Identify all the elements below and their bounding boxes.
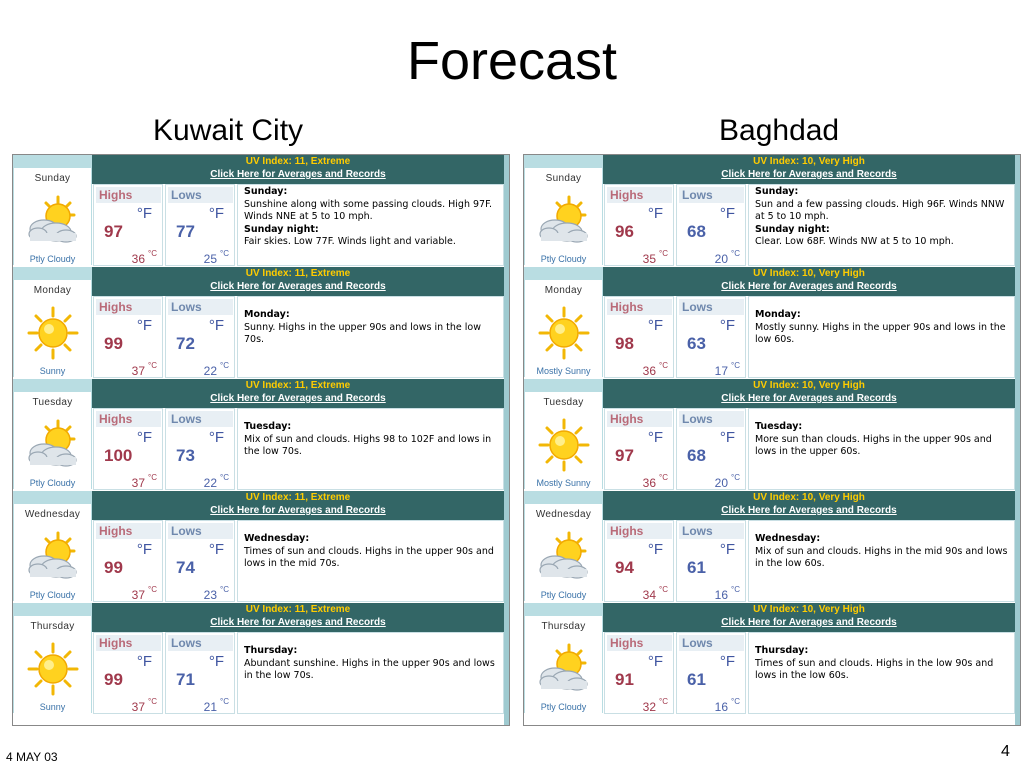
highs-label: Highs [96,187,161,203]
forecast-panel-baghdad [523,154,1021,726]
lows-label: Lows [679,411,744,427]
fahrenheit-unit: °F [647,205,663,222]
forecast-description [748,520,1015,602]
uv-index-text: UV Index: 10, Very High [753,268,865,279]
high-c-value: 34 [642,588,656,602]
highs-box [93,632,163,714]
fahrenheit-unit: °F [647,429,663,446]
description-night-heading: Sunday night: [755,223,830,235]
forecast-day-row [13,491,504,603]
day-column [524,155,603,265]
low-c-value: 23 [203,588,217,602]
forecast-day-row [13,603,504,715]
description-heading: Sunday: [755,186,799,197]
celsius-unit: °C [731,585,740,594]
low-f-value: 68 [687,446,706,465]
averages-records-link[interactable]: Click Here for Averages and Records [210,169,386,180]
uv-header-band [603,267,1015,296]
celsius-unit: °C [220,473,229,482]
fahrenheit-unit: °F [647,653,663,670]
celsius-unit: °C [659,473,668,482]
high-c-value: 36 [131,252,145,266]
day-name: Thursday [14,616,91,637]
fahrenheit-unit: °F [719,429,735,446]
fahrenheit-unit: °F [719,541,735,558]
slide-page-number: 4 [1001,743,1010,760]
highs-label: Highs [607,187,672,203]
lows-box [165,520,235,602]
fahrenheit-unit: °F [136,205,152,222]
low-f-value: 73 [176,446,195,465]
uv-index-text: UV Index: 11, Extreme [245,492,351,503]
lows-box [676,184,746,266]
uv-header-band [603,155,1015,184]
highs-label: Highs [607,635,672,651]
day-column [13,379,92,489]
high-c-value: 36 [642,364,656,378]
slide-date: 4 MAY 03 [6,750,58,764]
sunny-icon [525,301,602,366]
day-name: Wednesday [525,504,602,525]
condition-label: Mostly Sunny [525,366,602,377]
condition-label: Ptly Cloudy [14,254,91,265]
description-heading: Thursday: [244,645,298,656]
uv-header-band [92,155,504,184]
averages-records-link[interactable]: Click Here for Averages and Records [721,617,897,628]
uv-header-band [92,491,504,520]
description-text: Abundant sunshine. Highs in the upper 90s and lows in the low 70s. [244,657,495,681]
fahrenheit-unit: °F [208,653,224,670]
condition-label: Mostly Sunny [525,478,602,489]
celsius-unit: °C [220,697,229,706]
forecast-day-row [524,491,1015,603]
description-heading: Monday: [755,309,801,320]
description-heading: Thursday: [755,645,809,656]
description-text: Mix of sun and clouds. Highs in the mid 90s and lows in the low 60s. [755,545,1008,569]
forecast-description [748,408,1015,490]
forecast-description [237,632,504,714]
lows-box [676,296,746,378]
lows-label: Lows [168,411,233,427]
high-f-value: 98 [615,334,634,353]
highs-label: Highs [96,523,161,539]
lows-label: Lows [168,187,233,203]
highs-box [604,520,674,602]
forecast-description [237,520,504,602]
lows-label: Lows [679,635,744,651]
highs-box [604,632,674,714]
description-heading: Sunday: [244,186,288,197]
low-c-value: 20 [714,476,728,490]
lows-label: Lows [679,523,744,539]
highs-box [93,408,163,490]
description-night-heading: Sunday night: [244,223,319,235]
celsius-unit: °C [659,361,668,370]
high-c-value: 32 [642,700,656,714]
forecast-panel-kuwait [12,154,510,726]
uv-index-text: UV Index: 10, Very High [753,156,865,167]
highs-label: Highs [96,411,161,427]
day-name: Monday [525,280,602,301]
high-c-value: 37 [131,364,145,378]
day-column [13,603,92,713]
description-text: Sun and a few passing clouds. High 96F. Winds NNW at 5 to 10 mph. [755,198,1005,222]
uv-header-band [603,491,1015,520]
low-c-value: 16 [714,700,728,714]
fahrenheit-unit: °F [136,317,152,334]
description-text: Times of sun and clouds. Highs in the low 90s and lows in the low 60s. [755,657,994,681]
day-name: Monday [14,280,91,301]
condition-label: Ptly Cloudy [525,702,602,713]
partly-cloudy-icon [525,189,602,254]
description-night-text: Fair skies. Low 77F. Winds light and variable. [244,236,456,247]
forecast-day-row [13,155,504,267]
uv-header-band [92,267,504,296]
city-title-baghdad: Baghdad [719,114,840,147]
celsius-unit: °C [220,585,229,594]
highs-box [604,184,674,266]
fahrenheit-unit: °F [647,541,663,558]
high-f-value: 99 [104,334,123,353]
uv-header-band [92,603,504,632]
description-heading: Tuesday: [244,421,292,432]
partly-cloudy-icon [525,525,602,590]
uv-index-text: UV Index: 10, Very High [753,492,865,503]
forecast-day-row [524,603,1015,715]
high-f-value: 94 [615,558,634,577]
low-f-value: 77 [176,222,195,241]
celsius-unit: °C [148,473,157,482]
description-text: More sun than clouds. Highs in the upper 90s and lows in the upper 60s. [755,433,992,457]
forecast-description [748,632,1015,714]
condition-label: Sunny [14,702,91,713]
celsius-unit: °C [148,585,157,594]
uv-index-text: UV Index: 11, Extreme [245,268,351,279]
lows-box [165,184,235,266]
day-column [13,155,92,265]
condition-label: Ptly Cloudy [14,478,91,489]
description-text: Mix of sun and clouds. Highs 98 to 102F and lows in the low 70s. [244,433,492,457]
partly-cloudy-icon [525,637,602,702]
high-c-value: 35 [642,252,656,266]
averages-records-link[interactable]: Click Here for Averages and Records [210,393,386,404]
fahrenheit-unit: °F [136,653,152,670]
highs-box [93,520,163,602]
forecast-day-row [13,379,504,491]
day-column [524,491,603,601]
uv-index-text: UV Index: 11, Extreme [245,604,351,615]
low-c-value: 20 [714,252,728,266]
low-f-value: 68 [687,222,706,241]
description-heading: Monday: [244,309,290,320]
highs-box [93,184,163,266]
high-f-value: 97 [615,446,634,465]
fahrenheit-unit: °F [208,317,224,334]
celsius-unit: °C [659,249,668,258]
low-c-value: 17 [714,364,728,378]
averages-records-link[interactable]: Click Here for Averages and Records [210,617,386,628]
forecast-description [237,184,504,266]
low-c-value: 22 [203,364,217,378]
uv-index-text: UV Index: 11, Extreme [245,156,351,167]
forecast-description [748,296,1015,378]
low-c-value: 25 [203,252,217,266]
city-title-kuwait: Kuwait City [153,114,304,147]
high-c-value: 37 [131,588,145,602]
partly-cloudy-icon [14,189,91,254]
celsius-unit: °C [148,697,157,706]
averages-records-link[interactable]: Click Here for Averages and Records [210,281,386,292]
lows-box [165,632,235,714]
averages-records-link[interactable]: Click Here for Averages and Records [721,169,897,180]
celsius-unit: °C [148,361,157,370]
high-c-value: 37 [131,476,145,490]
forecast-day-row [524,379,1015,491]
celsius-unit: °C [659,697,668,706]
high-f-value: 96 [615,222,634,241]
averages-records-link[interactable]: Click Here for Averages and Records [210,505,386,516]
fahrenheit-unit: °F [208,541,224,558]
day-column [13,491,92,601]
celsius-unit: °C [659,585,668,594]
highs-label: Highs [607,523,672,539]
high-f-value: 100 [104,446,133,465]
day-name: Wednesday [14,504,91,525]
highs-label: Highs [607,411,672,427]
day-column [524,603,603,713]
forecast-day-row [13,267,504,379]
forecast-day-row [524,155,1015,267]
lows-label: Lows [168,635,233,651]
celsius-unit: °C [220,361,229,370]
lows-label: Lows [168,523,233,539]
low-f-value: 71 [176,670,195,689]
uv-index-text: UV Index: 10, Very High [753,380,865,391]
uv-header-band [603,603,1015,632]
description-text: Times of sun and clouds. Highs in the upper 90s and lows in the mid 70s. [244,545,494,569]
day-name: Tuesday [525,392,602,413]
slide-title: Forecast [406,31,618,91]
fahrenheit-unit: °F [208,429,224,446]
lows-box [165,296,235,378]
forecast-description [748,184,1015,266]
partly-cloudy-icon [14,525,91,590]
celsius-unit: °C [731,361,740,370]
low-f-value: 61 [687,670,706,689]
condition-label: Sunny [14,366,91,377]
highs-label: Highs [607,299,672,315]
uv-header-band [603,379,1015,408]
forecast-day-row [524,267,1015,379]
day-column [524,379,603,489]
uv-header-band [92,379,504,408]
fahrenheit-unit: °F [719,653,735,670]
condition-label: Ptly Cloudy [525,254,602,265]
sunny-icon [14,301,91,366]
high-f-value: 99 [104,558,123,577]
description-night-text: Clear. Low 68F. Winds NW at 5 to 10 mph. [755,236,954,247]
uv-index-text: UV Index: 10, Very High [753,604,865,615]
description-heading: Tuesday: [755,421,803,432]
lows-box [165,408,235,490]
low-c-value: 22 [203,476,217,490]
lows-label: Lows [679,187,744,203]
high-f-value: 91 [615,670,634,689]
description-text: Mostly sunny. Highs in the upper 90s and lows in the low 60s. [755,321,1006,345]
celsius-unit: °C [731,473,740,482]
forecast-description [237,296,504,378]
low-c-value: 16 [714,588,728,602]
low-f-value: 61 [687,558,706,577]
low-f-value: 72 [176,334,195,353]
partly-cloudy-icon [14,413,91,478]
fahrenheit-unit: °F [719,205,735,222]
highs-box [93,296,163,378]
fahrenheit-unit: °F [647,317,663,334]
highs-box [604,296,674,378]
fahrenheit-unit: °F [136,429,152,446]
fahrenheit-unit: °F [719,317,735,334]
day-name: Sunday [525,168,602,189]
sunny-icon [14,637,91,702]
averages-records-link[interactable]: Click Here for Averages and Records [721,393,897,404]
day-column [524,267,603,377]
lows-box [676,520,746,602]
sunny-icon [525,413,602,478]
lows-label: Lows [168,299,233,315]
day-column [13,267,92,377]
lows-box [676,408,746,490]
celsius-unit: °C [731,697,740,706]
high-c-value: 37 [131,700,145,714]
condition-label: Ptly Cloudy [525,590,602,601]
lows-label: Lows [679,299,744,315]
day-name: Sunday [14,168,91,189]
fahrenheit-unit: °F [136,541,152,558]
lows-box [676,632,746,714]
low-c-value: 21 [203,700,217,714]
celsius-unit: °C [220,249,229,258]
low-f-value: 63 [687,334,706,353]
day-name: Tuesday [14,392,91,413]
celsius-unit: °C [148,249,157,258]
celsius-unit: °C [731,249,740,258]
condition-label: Ptly Cloudy [14,590,91,601]
description-heading: Wednesday: [244,533,310,544]
description-text: Sunshine along with some passing clouds. High 97F. Winds NNE at 5 to 10 mph. [244,198,493,222]
highs-label: Highs [96,635,161,651]
high-c-value: 36 [642,476,656,490]
description-heading: Wednesday: [755,533,821,544]
uv-index-text: UV Index: 11, Extreme [245,380,351,391]
high-f-value: 97 [104,222,123,241]
highs-label: Highs [96,299,161,315]
description-text: Sunny. Highs in the upper 90s and lows in the low 70s. [244,321,481,345]
low-f-value: 74 [176,558,195,577]
fahrenheit-unit: °F [208,205,224,222]
averages-records-link[interactable]: Click Here for Averages and Records [721,281,897,292]
highs-box [604,408,674,490]
averages-records-link[interactable]: Click Here for Averages and Records [721,505,897,516]
day-name: Thursday [525,616,602,637]
forecast-description [237,408,504,490]
high-f-value: 99 [104,670,123,689]
